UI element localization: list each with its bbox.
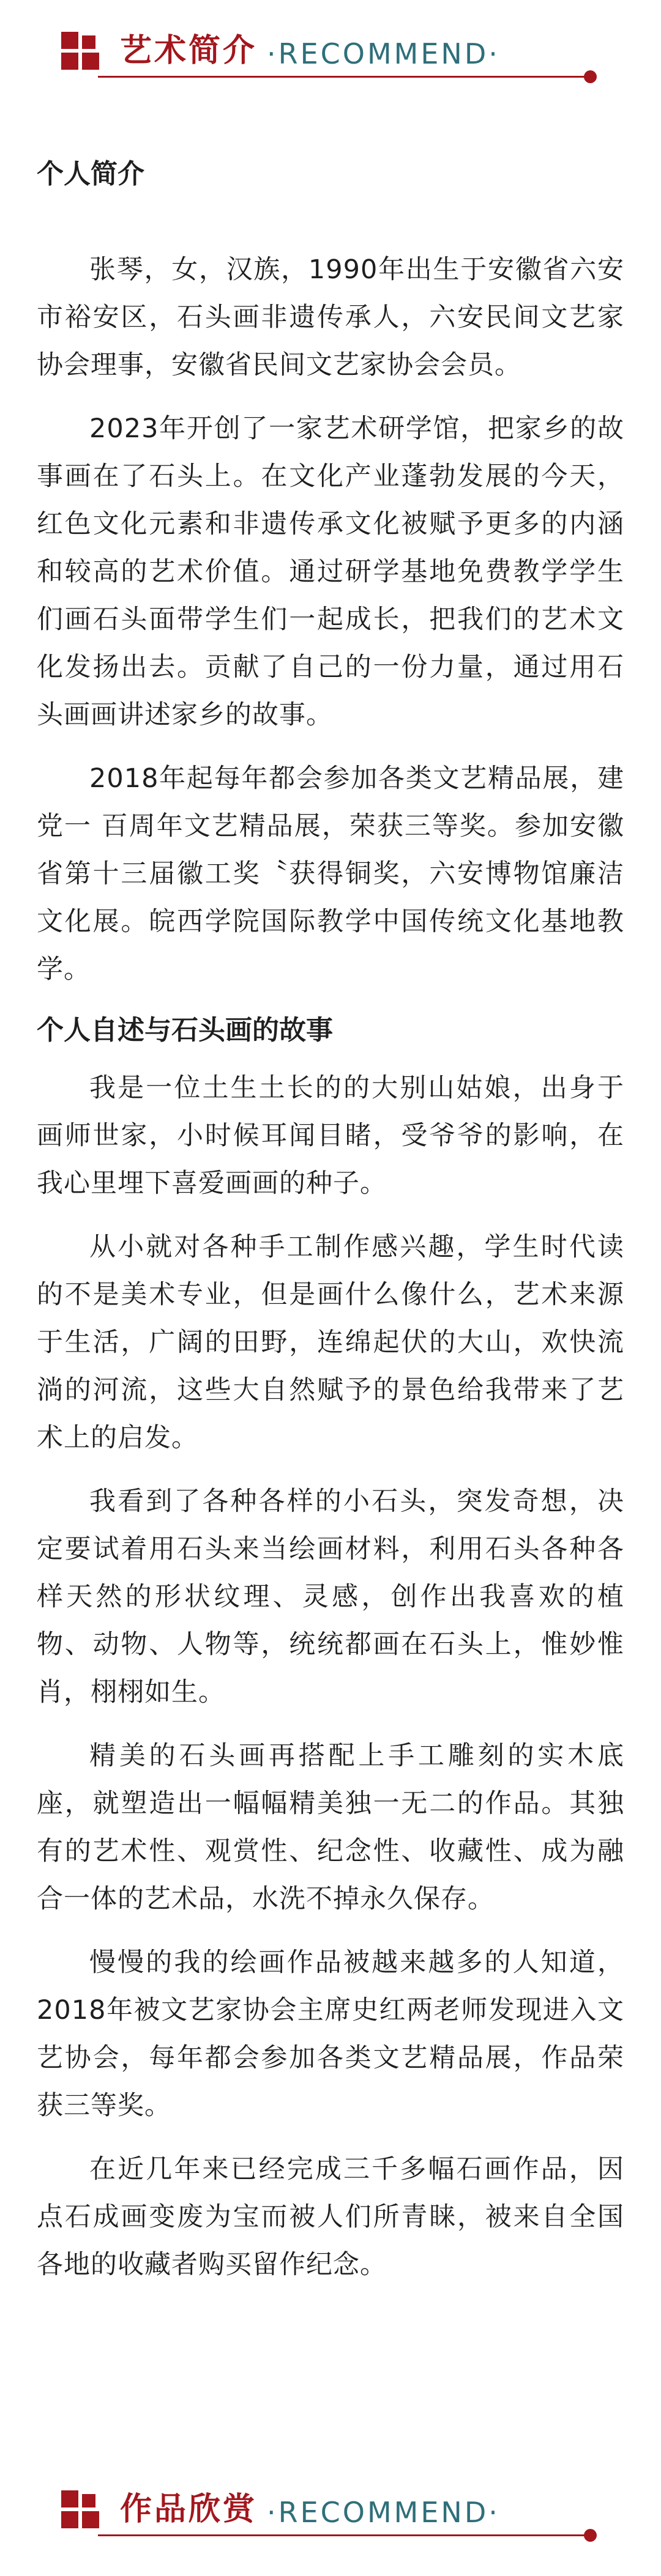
header-divider [98,76,588,78]
section-subtitle: ·RECOMMEND· [267,37,500,70]
header-divider [98,2534,588,2536]
paragraph: 慢慢的我的绘画作品被越来越多的人知道，2018年被文艺家协会主席史红两老师发现进入文艺协会，每年都会参加各类文艺精品展，作品荣获三等奖。 [37,1947,624,2121]
paragraph: 从小就对各种手工制作感兴趣，学生时代读的不是美术专业，但是画什么像什么，艺术来源于生活，广阔的田野，连绵起伏的大山，欢快流淌的河流，这些大自然赋予的景色给我带来了艺术上的启发。 [37,1232,624,1453]
header-dot [584,70,597,83]
paragraph: 精美的石头画再搭配上手工雕刻的实木底座，就塑造出一幅幅精美独一无二的作品。其独有的艺术性、观赏性、纪念性、收藏性、成为融合一体的艺术品，水洗不掉永久保存。 [37,1741,624,1914]
header-dot [584,2529,597,2542]
heading-personal-intro: 个人简介 [37,158,144,190]
section-title: 作品欣赏 [120,2491,258,2528]
paragraph: 在近几年来已经完成三千多幅石画作品，因点石成画变废为宝而被人们所青睐，被来自全国各地的收藏者购买留作纪念。 [37,2154,624,2280]
paragraph: 我是一位土生土长的的大别山姑娘，出身于画师世家，小时候耳闻目睹，受爷爷的影响，在我心里埋下喜爱画画的种子。 [37,1073,624,1199]
section-subtitle: ·RECOMMEND· [267,2496,500,2529]
paragraph: 我看到了各种各样的小石头，突发奇想，决定要试着用石头来当绘画材料，利用石头各种各样天然的形状纹理、灵感，创作出我喜欢的植物、动物、人物等，统统都画在石头上，惟妙惟肖，栩栩如生。 [37,1486,624,1708]
section-title: 艺术简介 [120,32,258,69]
paragraph: 2023年开创了一家艺术研学馆，把家乡的故事画在了石头上。在文化产业蓬勃发展的今天，红色文化元素和非遗传承文化被赋予更多的内涵和较高的艺术价值。通过研学基地免费教学学生们画石头面带学生们一起成长，把我们的艺术文化发扬出去。贡献了自己的一份力量，通过用石头画画讲述家乡的故事。 [37,413,624,730]
logo-squares-icon [61,32,99,70]
section-header-intro [61,17,600,91]
heading-story: 个人自述与石头画的故事 [37,1015,333,1046]
paragraph: 张琴，女，汉族，1990年出生于安徽省六安市裕安区，石头画非遗传承人，六安民间文艺家协会理事，安徽省民间文艺家协会会员。 [37,254,624,380]
paragraph: 2018年起每年都会参加各类文艺精品展，建党一 百周年文艺精品展，荣获三等奖。参加安徽省第十三届徽工奖〝获得铜奖，六安博物馆廉洁文化展。皖西学院国际教学中国传统文化基地教学。 [37,763,624,985]
logo-squares-icon [61,2490,99,2528]
article-body [37,153,624,2304]
section-header-works [61,2476,600,2549]
